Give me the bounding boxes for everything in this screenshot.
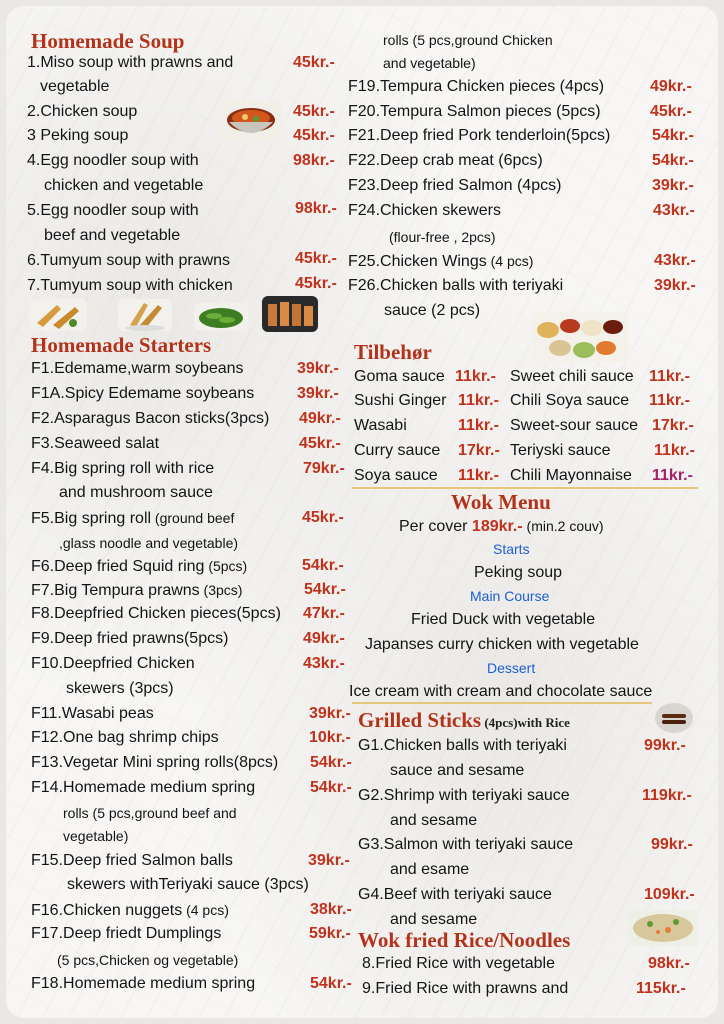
menu-item: F12.One bag shrimp chips [31, 729, 219, 746]
menu-item: F24.Chicken skewers [348, 202, 501, 219]
menu-item: 9.Fried Rice with prawns and [362, 980, 569, 997]
wok-cover-price: 189kr.- [471, 518, 523, 535]
menu-item: F2.Asparagus Bacon sticks(3pcs) [31, 410, 270, 427]
menu-price: 39kr.- [297, 360, 339, 377]
menu-item-cont: skewers withTeriyaki sauce (3pcs) [67, 876, 309, 893]
menu-item-cont: vegetable [40, 78, 110, 95]
menu-item: F5.Big spring roll (ground beef [31, 510, 235, 527]
menu-price: 54kr.- [302, 557, 344, 574]
menu-price: 45kr.- [299, 435, 341, 452]
menu-price: 39kr.- [309, 705, 351, 722]
menu-item: G3.Salmon with teriyaki sauce [358, 836, 574, 853]
sauce-name: Sushi Ginger [354, 392, 447, 409]
menu-item: 2.Chicken soup [27, 103, 138, 120]
menu-item-cont: and sesame [390, 812, 478, 829]
menu-price: 115kr.- [636, 980, 686, 997]
menu-page [6, 6, 718, 1018]
wok-menu-heading: Wok Menu [451, 490, 551, 514]
menu-item: F15.Deep fried Salmon balls [31, 852, 233, 869]
menu-item: F19.Tempura Chicken pieces (4pcs) [348, 78, 605, 95]
soup-heading: Homemade Soup [31, 29, 185, 53]
menu-item-cont: vegetable) [63, 828, 129, 844]
sauce-name: Sweet-sour sauce [510, 417, 639, 434]
menu-item: F11.Wasabi peas [31, 705, 154, 722]
sauce-price: 11kr.- [455, 368, 496, 385]
food-photo-tempura [29, 299, 87, 331]
menu-price: 54kr.- [310, 779, 352, 796]
menu-item-cont: (flour-free , 2pcs) [389, 229, 496, 245]
menu-item: F13.Vegetar Mini spring rolls(8pcs) [31, 754, 279, 771]
menu-price: 43kr.- [654, 252, 696, 269]
menu-item: G4.Beef with teriyaki sauce [358, 886, 552, 903]
menu-item: F20.Tempura Salmon pieces (5pcs) [348, 103, 601, 120]
sauce-name: Goma sauce [354, 368, 445, 385]
menu-price: 45kr.- [302, 509, 344, 526]
menu-item-cont: rolls (5 pcs,ground Chicken [383, 32, 553, 48]
menu-item-cont: sauce (2 pcs) [384, 302, 481, 319]
menu-item: 5.Egg noodler soup with [27, 202, 199, 219]
menu-item: F1.Edemame,warm soybeans [31, 360, 244, 377]
menu-item: F7.Big Tempura prawns (3pcs) [31, 582, 243, 599]
menu-item-cont: ,glass noodle and vegetable) [59, 535, 239, 551]
menu-item: F18.Homemade medium spring [31, 975, 256, 992]
sauce-price: 17kr.- [652, 417, 694, 434]
wok-cover-line: Per cover 189kr.- (min.2 couv) [399, 518, 604, 535]
menu-item: 8.Fried Rice with vegetable [362, 955, 555, 972]
menu-price: 99kr.- [644, 737, 686, 754]
sauce-price: 11kr.- [458, 417, 499, 434]
menu-item: F3.Seaweed salat [31, 435, 160, 452]
menu-item-cont: and mushroom sauce [59, 484, 213, 501]
menu-item-cont: and esame [390, 861, 470, 878]
menu-price: 39kr.- [652, 177, 694, 194]
menu-item-cont: sauce and sesame [390, 762, 525, 779]
menu-item: 1.Miso soup with prawns and [27, 54, 234, 71]
wok-starts-item: Peking soup [474, 564, 563, 581]
soup-bowl-image [220, 100, 282, 142]
sauce-price: 11kr.- [458, 467, 499, 484]
menu-item: F9.Deep fried prawns(5pcs) [31, 630, 229, 647]
menu-item-cont: and sesame [390, 911, 478, 928]
fried-rice-image [628, 910, 698, 946]
menu-item-cont: chicken and vegetable [44, 177, 204, 194]
menu-price: 109kr.- [644, 886, 695, 903]
menu-price: 47kr.- [303, 605, 345, 622]
menu-price: 79kr.- [303, 460, 345, 477]
menu-price: 39kr.- [297, 385, 339, 402]
sauce-price: 11kr.- [652, 467, 693, 484]
wok-starts-label: Starts [493, 541, 530, 557]
sauce-price: 11kr.- [649, 368, 690, 385]
sauce-name: Teriyski sauce [510, 442, 611, 459]
sauce-name: Curry sauce [354, 442, 441, 459]
menu-price: 54kr.- [652, 152, 694, 169]
food-photo-edamame [194, 303, 248, 331]
sauce-name: Sweet chili sauce [510, 368, 634, 385]
menu-item: F22.Deep crab meat (6pcs) [348, 152, 543, 169]
sauce-name: Chili Soya sauce [510, 392, 630, 409]
menu-price: 39kr.- [654, 277, 696, 294]
wok-main-label: Main Course [470, 588, 550, 604]
menu-price: 45kr.- [293, 127, 335, 144]
menu-price: 43kr.- [303, 655, 345, 672]
menu-item: F26.Chicken balls with teriyaki [348, 277, 564, 294]
menu-price: 45kr.- [295, 250, 337, 267]
menu-item: F17.Deep friedt Dumplings [31, 925, 222, 942]
starters-heading: Homemade Starters [31, 333, 212, 357]
menu-item-cont: beef and vegetable [44, 227, 181, 244]
menu-price: 49kr.- [299, 410, 341, 427]
wok-dessert-item: Ice cream with cream and chocolate sauce [349, 683, 653, 700]
menu-price: 59kr.- [309, 925, 351, 942]
menu-item-cont: skewers (3pcs) [66, 680, 174, 697]
menu-item: 7.Tumyum soup with chicken [27, 277, 233, 294]
sauce-name: Chili Mayonnaise [510, 467, 632, 484]
sauce-price: 11kr.- [649, 392, 690, 409]
sauce-price: 11kr.- [654, 442, 695, 459]
wok-main-item: Japanses curry chicken with vegetable [365, 636, 639, 653]
menu-item-cont: rolls (5 pcs,ground beef and [63, 805, 237, 821]
menu-price: 45kr.- [650, 103, 692, 120]
menu-price: 54kr.- [652, 127, 694, 144]
menu-price: 45kr.- [295, 275, 337, 292]
menu-item: F10.Deepfried Chicken [31, 655, 195, 672]
menu-item: 4.Egg noodler soup with [27, 152, 199, 169]
menu-price: 49kr.- [303, 630, 345, 647]
wok-dessert-label: Dessert [487, 660, 536, 676]
menu-item: G1.Chicken balls with teriyaki [358, 737, 567, 754]
menu-item: G2.Shrimp with teriyaki sauce [358, 787, 570, 804]
menu-item: 3 Peking soup [27, 127, 129, 144]
menu-item: F23.Deep fried Salmon (4pcs) [348, 177, 562, 194]
sauce-price: 17kr.- [458, 442, 500, 459]
menu-item: 6.Tumyum soup with prawns [27, 252, 231, 269]
menu-item: F1A.Spicy Edemame soybeans [31, 385, 255, 402]
menu-item: F21.Deep fried Pork tenderloin(5pcs) [348, 127, 611, 144]
menu-price: 98kr.- [293, 152, 335, 169]
food-photo-asparagus-bacon [262, 296, 318, 332]
sauces-image [532, 312, 628, 362]
sauce-name: Soya sauce [354, 467, 438, 484]
menu-price: 99kr.- [651, 836, 693, 853]
menu-price: 98kr.- [295, 200, 337, 217]
menu-price: 39kr.- [308, 852, 350, 869]
menu-price: 119kr.- [642, 787, 692, 804]
menu-item: F14.Homemade medium spring [31, 779, 256, 796]
grilled-sticks-heading: Grilled Sticks (4pcs)with Rice [358, 708, 570, 732]
wok-main-item: Fried Duck with vegetable [411, 611, 596, 628]
menu-price: 38kr.- [310, 901, 352, 918]
menu-item: F25.Chicken Wings (4 pcs) [348, 253, 534, 270]
menu-price: 54kr.- [304, 581, 346, 598]
grilled-sticks-image [654, 702, 694, 734]
menu-item: F4.Big spring roll with rice [31, 460, 215, 477]
sauce-price: 11kr.- [458, 392, 499, 409]
sauce-name: Wasabi [354, 417, 407, 434]
menu-price: 43kr.- [653, 202, 695, 219]
menu-price: 54kr.- [310, 754, 352, 771]
food-photo-spring-rolls [118, 299, 172, 331]
wok-fried-heading: Wok fried Rice/Noodles [358, 928, 571, 952]
menu-price: 98kr.- [648, 955, 690, 972]
menu-item-cont: and vegetable) [383, 55, 476, 71]
menu-price: 54kr.- [310, 975, 352, 992]
menu-item: F6.Deep fried Squid ring (5pcs) [31, 558, 248, 575]
menu-item: F16.Chicken nuggets (4 pcs) [31, 902, 229, 919]
menu-item-cont: (5 pcs,Chicken og vegetable) [57, 952, 239, 968]
menu-price: 49kr.- [650, 78, 692, 95]
menu-price: 10kr.- [309, 729, 351, 746]
menu-price: 45kr.- [293, 103, 335, 120]
menu-price: 45kr.- [293, 54, 335, 71]
section-divider [352, 487, 698, 489]
tilbehor-heading: Tilbehør [354, 340, 432, 364]
section-divider [352, 702, 652, 704]
menu-item: F8.Deepfried Chicken pieces(5pcs) [31, 605, 281, 622]
